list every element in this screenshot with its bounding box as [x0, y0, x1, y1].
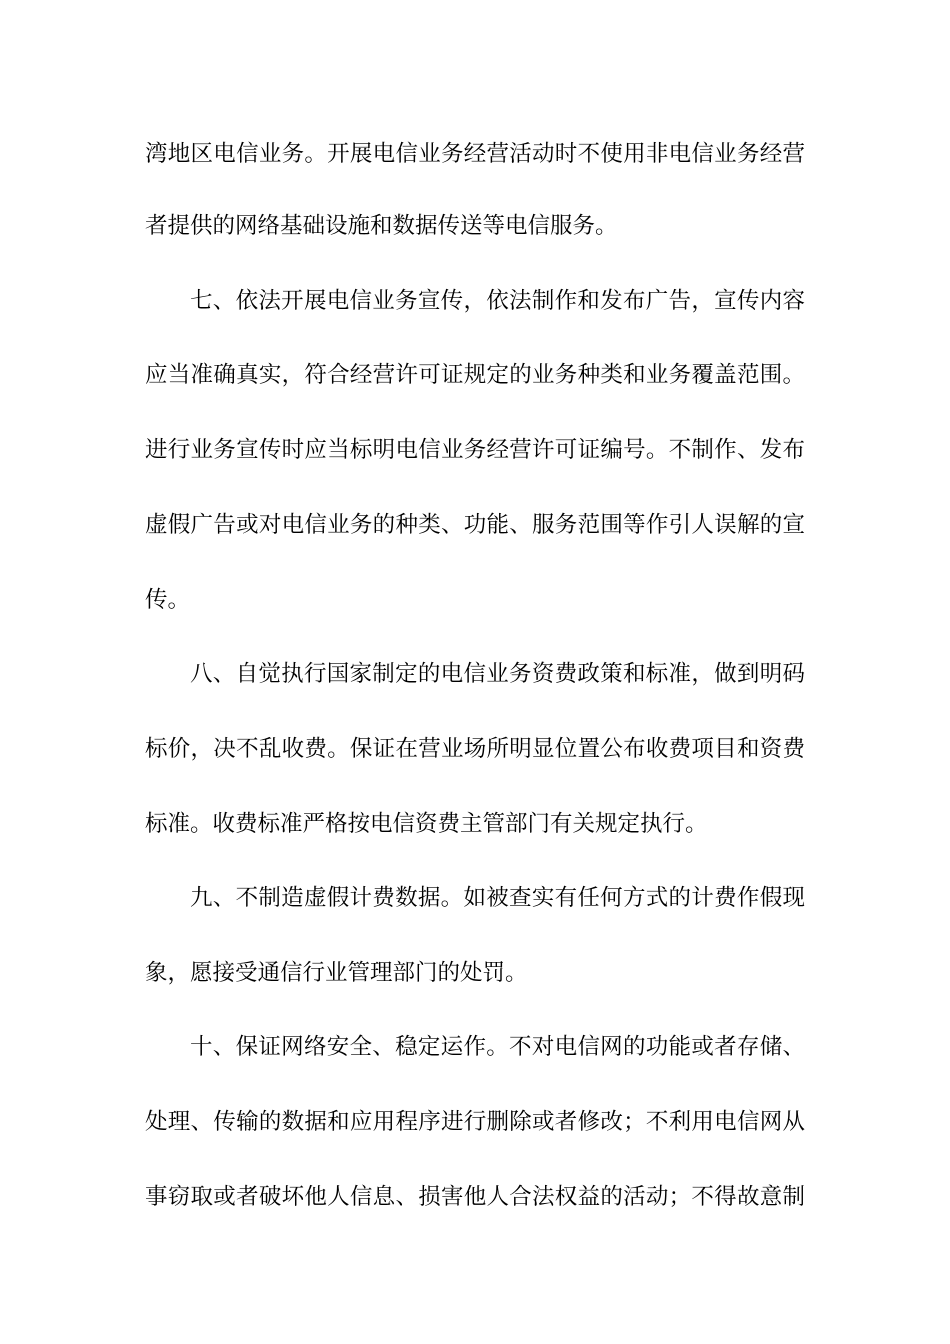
- text-line: 象，愿接受通信行业管理部门的处罚。: [145, 960, 528, 986]
- text-line: 湾地区电信业务。开展电信业务经营活动时不使用非电信业务经营: [145, 141, 805, 167]
- paragraph-start-line: 十、保证网络安全、稳定运作。不对电信网的功能或者存储、: [190, 1034, 805, 1060]
- text-line: 应当准确真实，符合经营许可证规定的业务种类和业务覆盖范围。: [145, 362, 805, 388]
- text-line: 处理、传输的数据和应用程序进行删除或者修改；不利用电信网从: [145, 1109, 805, 1135]
- text-line: 事窃取或者破坏他人信息、损害他人合法权益的活动；不得故意制: [145, 1184, 805, 1210]
- text-line: 进行业务宣传时应当标明电信业务经营许可证编号。不制作、发布: [145, 437, 805, 463]
- text-line: 传。: [145, 587, 191, 613]
- paragraph-start-line: 九、不制造虚假计费数据。如被查实有任何方式的计费作假现: [190, 885, 805, 911]
- text-line: 标准。收费标准严格按电信资费主管部门有关规定执行。: [145, 811, 708, 837]
- text-line: 虚假广告或对电信业务的种类、功能、服务范围等作引人误解的宣: [145, 512, 805, 538]
- paragraph-start-line: 八、自觉执行国家制定的电信业务资费政策和标准，做到明码: [190, 661, 805, 687]
- text-line: 标价，决不乱收费。保证在营业场所明显位置公布收费项目和资费: [145, 736, 805, 762]
- paragraph-start-line: 七、依法开展电信业务宣传，依法制作和发布广告，宣传内容: [190, 288, 805, 314]
- text-line: 者提供的网络基础设施和数据传送等电信服务。: [145, 213, 618, 239]
